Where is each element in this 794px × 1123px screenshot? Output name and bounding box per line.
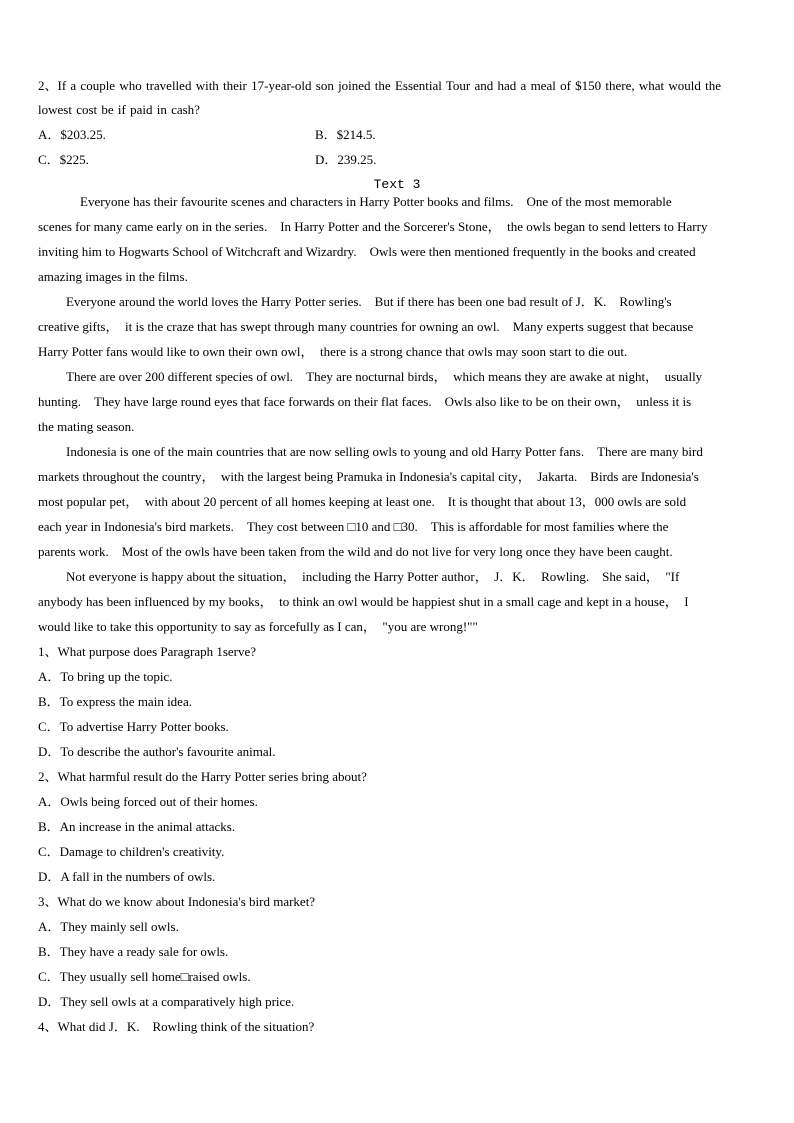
question-2-stem: 2、What harmful result do the Harry Potter series bring about? <box>38 769 367 784</box>
question-1-option-d: D．To describe the author's favourite animal. <box>38 744 276 759</box>
para2-line3: Harry Potter fans would like to own their own owl， there is a strong chance that owls may soon start to die out. <box>38 344 628 359</box>
question-1-option-b: B．To express the main idea. <box>38 694 192 709</box>
question-3-option-d: D．They sell owls at a comparatively high price. <box>38 994 295 1009</box>
para2-line2: creative gifts， it is the craze that has swept through many countries for owning an owl. Many experts suggest that because <box>38 319 694 334</box>
para4-line4: each year in Indonesia's bird markets. They cost between □10 and □30. This is affordable for most families where the <box>38 519 669 534</box>
para1-line3: inviting him to Hogwarts School of Witchcraft and Wizardry. Owls were then mentioned frequently in the books and created <box>38 244 696 259</box>
prev-question-stem-line2: lowest cost be if paid in cash? <box>38 102 200 117</box>
para1-line1: Everyone has their favourite scenes and characters in Harry Potter books and films. One of the most memorable <box>80 194 672 209</box>
question-3-stem: 3、What do we know about Indonesia's bird market? <box>38 894 316 909</box>
question-2-option-a: A．Owls being forced out of their homes. <box>38 794 258 809</box>
question-3-option-a: A．They mainly sell owls. <box>38 919 179 934</box>
prev-option-d: D．239.25. <box>315 152 377 167</box>
question-2-option-b: B．An increase in the animal attacks. <box>38 819 236 834</box>
question-4-stem: 4、What did J．K. Rowling think of the situation? <box>38 1019 315 1034</box>
question-2-option-c: C．Damage to children's creativity. <box>38 844 225 859</box>
para5-line2: anybody has been influenced by my books， to think an owl would be happiest shut in a small cage and kept in a house， I <box>38 594 689 609</box>
para4-line2: markets throughout the country， with the largest being Pramuka in Indonesia's capital city， Jakarta. Birds are Indonesia's <box>38 469 699 484</box>
para4-line5: parents work. Most of the owls have been taken from the wild and do not live for very long once they have been caught. <box>38 544 673 559</box>
prev-question-stem-line1: 2、If a couple who travelled with their 17-year-old son joined the Essential Tour and had a meal of $150 there, what would the <box>38 78 722 93</box>
question-1-option-a: A．To bring up the topic. <box>38 669 173 684</box>
prev-option-c: C．$225. <box>38 152 89 167</box>
para1-line2: scenes for many came early on in the series. In Harry Potter and the Sorcerer's Stone， the owls began to send letters to Harry <box>38 219 708 234</box>
question-2-option-d: D．A fall in the numbers of owls. <box>38 869 216 884</box>
text3-heading: Text 3 <box>373 177 421 192</box>
para1-line4: amazing images in the films. <box>38 269 188 284</box>
question-3-option-b: B．They have a ready sale for owls. <box>38 944 229 959</box>
para3-line1: There are over 200 different species of owl. They are nocturnal birds， which means they are awake at night， usually <box>66 369 703 384</box>
para4-line3: most popular pet， with about 20 percent of all homes keeping at least one. It is thought that about 13，000 owls are sold <box>38 494 687 509</box>
prev-option-a: A．$203.25. <box>38 127 106 142</box>
para2-line1: Everyone around the world loves the Harry Potter series. But if there has been one bad result of J．K. Rowling's <box>66 294 672 309</box>
question-3-option-c: C．They usually sell home□raised owls. <box>38 969 251 984</box>
para5-line3: would like to take this opportunity to say as forcefully as I can， "you are wrong!"" <box>38 619 478 634</box>
para5-line1: Not everyone is happy about the situation， including the Harry Potter author， J．K． Rowling. She said， "If <box>66 569 680 584</box>
para3-line2: hunting. They have large round eyes that face forwards on their flat faces. Owls also like to be on their own， unless it is <box>38 394 692 409</box>
question-1-option-c: C．To advertise Harry Potter books. <box>38 719 229 734</box>
para3-line3: the mating season. <box>38 419 135 434</box>
prev-option-b: B．$214.5. <box>315 127 376 142</box>
para4-line1: Indonesia is one of the main countries that are now selling owls to young and old Harry Potter fans. There are many bird <box>66 444 703 459</box>
question-1-stem: 1、What purpose does Paragraph 1serve? <box>38 644 257 659</box>
